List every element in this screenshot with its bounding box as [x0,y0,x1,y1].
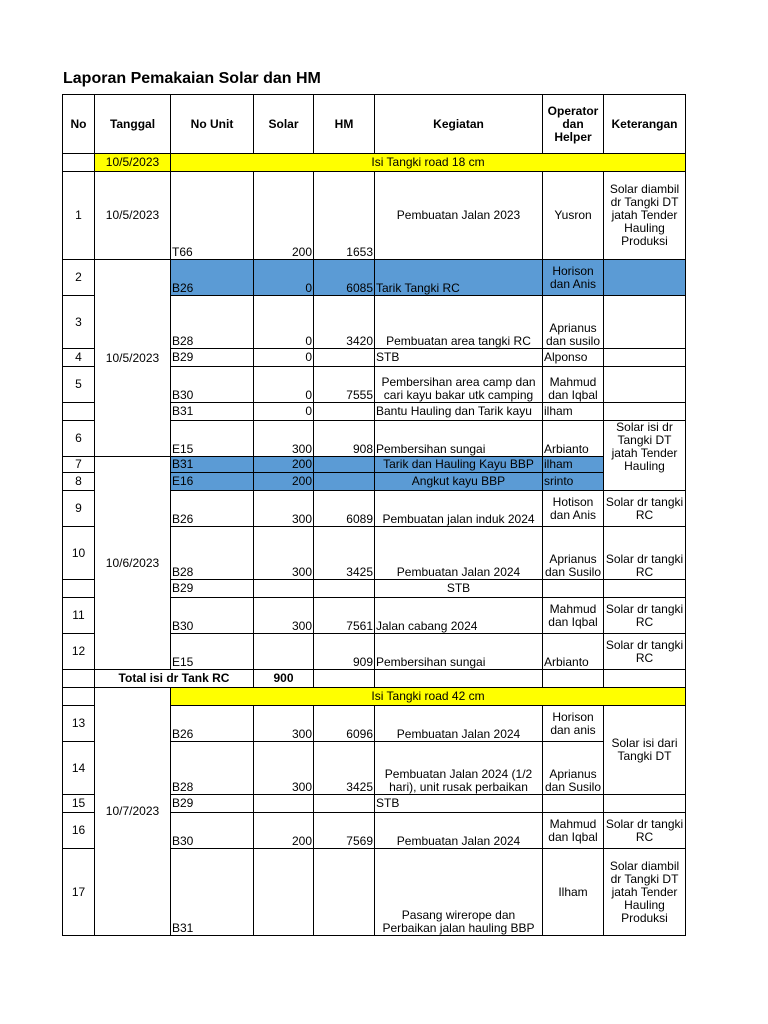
fill-banner-row [63,688,686,706]
unit-cell: T66 [171,172,254,260]
solar-cell: 0 [254,296,314,349]
operator-cell: Mahmud dan Iqbal [543,367,604,403]
keterangan-cell [604,367,686,403]
total-label: Total isi dr Tank RC [95,670,254,688]
solar-cell [254,849,314,936]
operator-cell: Yusron [543,172,604,260]
keterangan-cell [604,349,686,367]
keterangan-cell [604,795,686,813]
solar-cell: 300 [254,706,314,742]
hm-cell: 7569 [314,813,375,849]
solar-cell [254,580,314,598]
solar-cell: 300 [254,491,314,527]
hm-cell [314,670,375,688]
keterangan-cell: Solar diambil dr Tangki DT jatah Tender Hauling Produksi [604,849,686,936]
no-cell: 17 [63,849,95,936]
unit-cell: B29 [171,795,254,813]
kegiatan-cell: Pembuatan Jalan 2024 (1/2 hari), unit rusak perbaikan [375,742,543,795]
unit-cell: B29 [171,580,254,598]
operator-cell: Horison dan Anis [543,260,604,296]
no-cell: 11 [63,598,95,634]
hm-cell [314,849,375,936]
header-kegiatan: Kegiatan [375,95,543,154]
table-row [63,172,686,260]
solar-cell: 0 [254,260,314,296]
keterangan-cell: Solar dr tangki RC [604,634,686,670]
tank-fill-banner: Isi Tangki road 42 cm [171,688,686,706]
operator-cell: ilham [543,403,604,421]
unit-cell: B26 [171,491,254,527]
date-cell: 10/5/2023 [95,172,171,260]
table-row [63,457,686,473]
operator-cell: Mahmud dan Iqbal [543,598,604,634]
unit-cell: E15 [171,634,254,670]
unit-cell: B28 [171,527,254,580]
kegiatan-cell: Bantu Hauling dan Tarik kayu [375,403,543,421]
unit-cell: B26 [171,706,254,742]
kegiatan-cell: Tarik Tangki RC [375,260,543,296]
solar-cell: 0 [254,403,314,421]
date-cell: 10/7/2023 [95,688,171,936]
operator-cell: Alponso [543,349,604,367]
operator-cell: Horison dan anis [543,706,604,742]
solar-cell: 300 [254,598,314,634]
operator-cell: Ilham [543,849,604,936]
solar-cell: 200 [254,813,314,849]
kegiatan-cell: Pembuatan Jalan 2023 [375,172,543,260]
hm-cell: 6089 [314,491,375,527]
no-cell: 4 [63,349,95,367]
keterangan-cell: Solar dr tangki RC [604,527,686,580]
no-cell: 14 [63,742,95,795]
unit-cell: B29 [171,349,254,367]
kegiatan-cell: Pasang wirerope dan Perbaikan jalan hauling BBP [375,849,543,936]
operator-cell: srinto [543,473,604,491]
kegiatan-cell: Pembuatan Jalan 2024 [375,706,543,742]
kegiatan-cell: Pembuatan jalan induk 2024 [375,491,543,527]
date-cell: 10/6/2023 [95,457,171,670]
banner-date: 10/5/2023 [95,154,171,172]
header-row [63,95,686,154]
no-cell: 6 [63,421,95,457]
no-cell: 1 [63,172,95,260]
no-cell: 7 [63,457,95,473]
fill-banner-row [63,154,686,172]
no-cell: 8 [63,473,95,491]
operator-cell [543,580,604,598]
no-cell [63,403,95,421]
kegiatan-cell: Pembuatan area tangki RC [375,296,543,349]
header-operator: Operator dan Helper [543,95,604,154]
hm-cell [314,580,375,598]
hm-cell: 3425 [314,742,375,795]
kegiatan-cell: STB [375,580,543,598]
hm-cell [314,457,375,473]
unit-cell: B28 [171,296,254,349]
unit-cell: B31 [171,457,254,473]
date-cell: 10/5/2023 [95,260,171,457]
no-cell: 15 [63,795,95,813]
solar-cell: 200 [254,457,314,473]
hm-cell [314,403,375,421]
keterangan-cell: Solar dr tangki RC [604,813,686,849]
operator-cell: ilham [543,457,604,473]
operator-cell: Hotison dan Anis [543,491,604,527]
solar-cell: 0 [254,367,314,403]
kegiatan-cell: Angkut kayu BBP [375,473,543,491]
hm-cell: 909 [314,634,375,670]
kegiatan-cell: Pembuatan Jalan 2024 [375,527,543,580]
operator-cell: Arbianto [543,634,604,670]
kegiatan-cell: STB [375,349,543,367]
header-no: No [63,95,95,154]
keterangan-cell [604,260,686,296]
keterangan-cell: Solar diambil dr Tangki DT jatah Tender Hauling Produksi [604,172,686,260]
kegiatan-cell: Pembuatan Jalan 2024 [375,813,543,849]
unit-cell: B31 [171,403,254,421]
solar-cell: 300 [254,527,314,580]
operator-cell: Aprianus dan Susilo [543,527,604,580]
no-cell [63,154,95,172]
no-cell: 10 [63,527,95,580]
header-hm: HM [314,95,375,154]
unit-cell: E16 [171,473,254,491]
keterangan-cell: Solar dr tangki RC [604,491,686,527]
solar-cell [254,795,314,813]
operator-cell: Arbianto [543,421,604,457]
total-row [63,670,686,688]
table-row [63,260,686,296]
keterangan-cell [604,580,686,598]
hm-cell [314,349,375,367]
header-tanggal: Tanggal [95,95,171,154]
solar-cell [254,634,314,670]
no-cell: 5 [63,367,95,403]
keterangan-cell [604,296,686,349]
hm-cell [314,473,375,491]
fuel-usage-table [62,94,686,936]
solar-cell: 200 [254,473,314,491]
kegiatan-cell: Pembersihan sungai [375,421,543,457]
hm-cell: 7561 [314,598,375,634]
total-value: 900 [254,670,314,688]
operator-cell: Aprianus dan susilo [543,296,604,349]
solar-cell: 200 [254,172,314,260]
no-cell: 12 [63,634,95,670]
no-cell [63,580,95,598]
kegiatan-cell: Jalan cabang 2024 [375,598,543,634]
no-cell: 16 [63,813,95,849]
no-cell [63,670,95,688]
report-title: Laporan Pemakaian Solar dan HM [63,70,321,87]
keterangan-cell: Solar dr tangki RC [604,598,686,634]
unit-cell: E15 [171,421,254,457]
keterangan-cell: Solar isi dr Tangki DT jatah Tender Hauling [604,421,686,491]
kegiatan-cell: STB [375,795,543,813]
unit-cell: B28 [171,742,254,795]
operator-cell: Aprianus dan Susilo [543,742,604,795]
keterangan-cell [604,670,686,688]
header-solar: Solar [254,95,314,154]
unit-cell: B30 [171,813,254,849]
no-cell: 3 [63,296,95,349]
operator-cell [543,670,604,688]
kegiatan-cell: Tarik dan Hauling Kayu BBP [375,457,543,473]
unit-cell: B30 [171,598,254,634]
kegiatan-cell: Pembersihan sungai [375,634,543,670]
no-cell: 2 [63,260,95,296]
solar-cell: 300 [254,421,314,457]
kegiatan-cell [375,670,543,688]
no-cell [63,688,95,706]
operator-cell: Mahmud dan Iqbal [543,813,604,849]
keterangan-cell [604,403,686,421]
hm-cell: 1653 [314,172,375,260]
hm-cell: 6085 [314,260,375,296]
tank-fill-banner: Isi Tangki road 18 cm [171,154,686,172]
unit-cell: B30 [171,367,254,403]
hm-cell [314,795,375,813]
unit-cell: B31 [171,849,254,936]
solar-cell: 300 [254,742,314,795]
no-cell: 9 [63,491,95,527]
hm-cell: 3420 [314,296,375,349]
hm-cell: 7555 [314,367,375,403]
hm-cell: 6096 [314,706,375,742]
hm-cell: 3425 [314,527,375,580]
no-cell: 13 [63,706,95,742]
kegiatan-cell: Pembersihan area camp dan cari kayu bakar utk camping [375,367,543,403]
unit-cell: B26 [171,260,254,296]
header-no-unit: No Unit [171,95,254,154]
keterangan-cell: Solar isi dari Tangki DT [604,706,686,795]
header-keterangan: Keterangan [604,95,686,154]
hm-cell: 908 [314,421,375,457]
operator-cell [543,795,604,813]
solar-cell: 0 [254,349,314,367]
